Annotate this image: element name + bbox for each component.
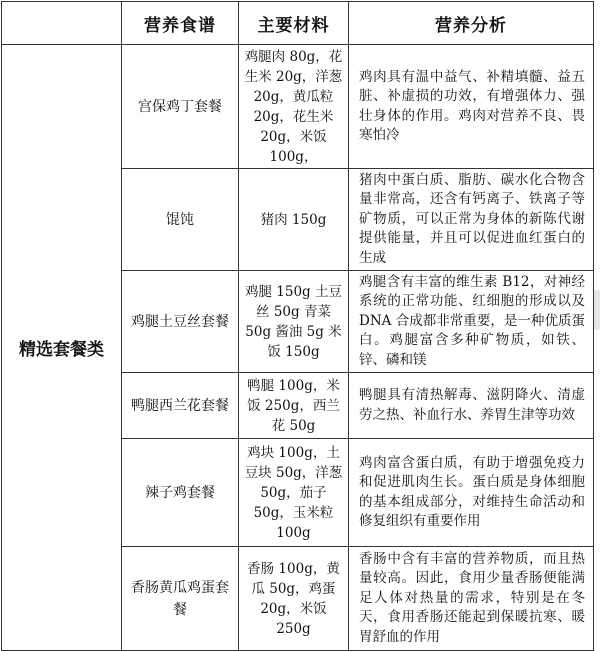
header-materials: 主要材料 <box>239 2 349 45</box>
recipe-materials: 鸡腿肉 80g，花生米 20g，洋葱 20g，黄瓜粒 20g，花生米 20g，米饭 100g， <box>239 45 349 169</box>
recipe-analysis: 鸭腿具有清热解毒、滋阴降火、清虚劳之热、补血行水、养胃生津等功效 <box>349 373 594 439</box>
recipe-analysis: 鸡肉具有温中益气、补精填髓、益五脏、补虚损的功效，有增强体力、强壮身体的作用。鸡肉对营养不良、畏寒怕冷 <box>349 45 594 169</box>
header-analysis: 营养分析 <box>349 2 594 45</box>
recipe-materials: 猪肉 150g <box>239 169 349 271</box>
recipe-materials: 鸡块 100g，土豆块 50g，洋葱 50g，茄子 50g，玉米粒 100g <box>239 439 349 547</box>
recipe-analysis: 猪肉中蛋白质、脂肪、碳水化合物含量非常高，还含有钙离子、铁离子等矿物质，可以正常为身体的新陈代谢提供能量，并且可以促进血红蛋白的生成 <box>349 169 594 271</box>
recipe-name: 鸭腿西兰花套餐 <box>122 373 239 439</box>
recipe-materials: 鸭腿 100g，米饭 250g，西兰花 50g <box>239 373 349 439</box>
recipe-analysis: 鸡肉富含蛋白质，有助于增强免疫力和促进肌肉生长。蛋白质是身体细胞的基本组成部分，对维持生命活动和修复组织有重要作用 <box>349 439 594 547</box>
recipe-analysis: 鸡腿含有丰富的维生素 B12，对神经系统的正常功能、红细胞的形成以及 DNA 合成都非常重要，是一种优质蛋白。鸡腿富含多种矿物质，如铁、锌、磷和镁 <box>349 271 594 373</box>
recipe-name: 辣子鸡套餐 <box>122 439 239 547</box>
header-recipe: 营养食谱 <box>122 2 239 45</box>
category-cell: 精选套餐类 <box>2 45 122 651</box>
page-edge-marker <box>594 290 600 330</box>
recipe-name: 馄饨 <box>122 169 239 271</box>
menu-table <box>1 1 594 651</box>
recipe-materials: 香肠 100g，黄瓜 50g，鸡蛋 20g，米饭 250g <box>239 547 349 651</box>
recipe-analysis: 香肠中含有丰富的营养物质，而且热量较高。因此，食用少量香肠便能满足人体对热量的需求，特别是在冬天，食用香肠还能起到保暖抗寒、暖胃舒血的作用 <box>349 547 594 651</box>
recipe-name: 宫保鸡丁套餐 <box>122 45 239 169</box>
header-empty <box>2 2 122 45</box>
recipe-materials: 鸡腿 150g 土豆丝 50g 青菜 50g 酱油 5g 米饭 150g <box>239 271 349 373</box>
recipe-name: 香肠黄瓜鸡蛋套餐 <box>122 547 239 651</box>
table-row <box>2 45 594 169</box>
header-row <box>2 2 594 45</box>
recipe-name: 鸡腿土豆丝套餐 <box>122 271 239 373</box>
